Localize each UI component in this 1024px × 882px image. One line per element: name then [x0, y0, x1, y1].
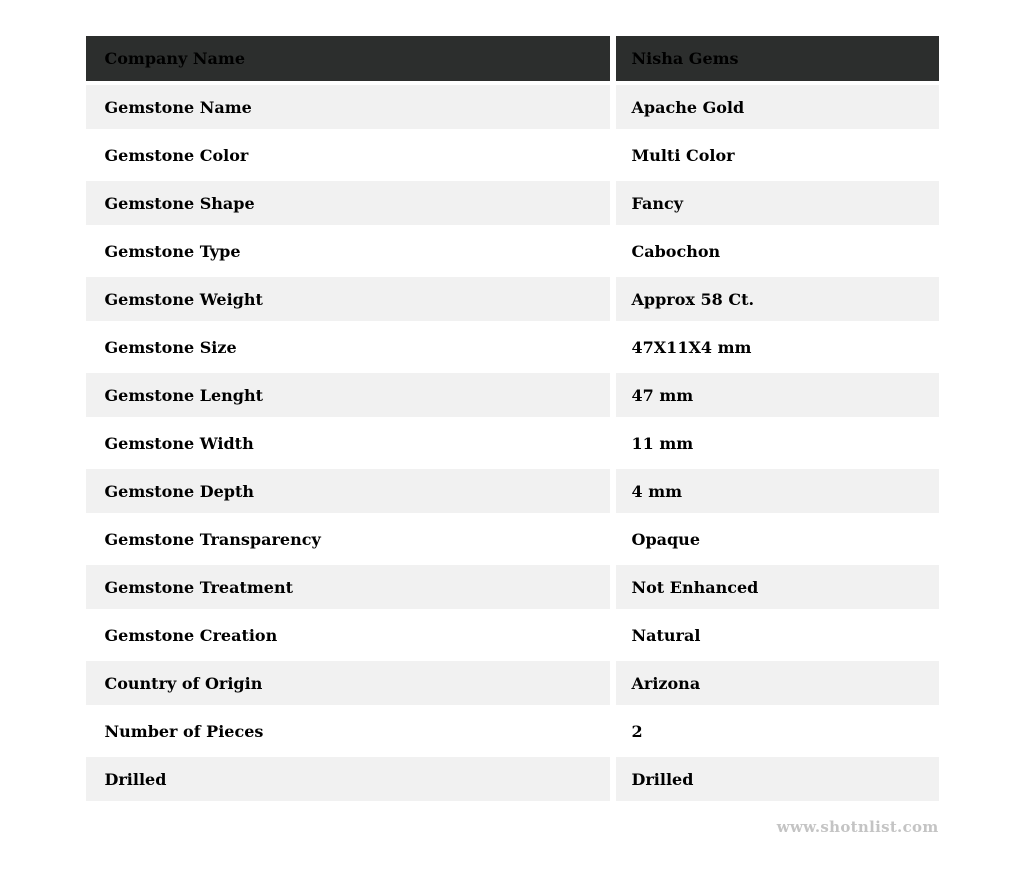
row-value-cell — [616, 277, 939, 321]
row-value: Apache Gold — [631, 97, 745, 117]
row-value-cell — [616, 565, 939, 609]
row-label: Gemstone Weight — [104, 289, 263, 309]
row-value-cell — [616, 229, 939, 273]
row-value: 4 mm — [631, 481, 683, 501]
row-label: Number of Pieces — [104, 721, 264, 741]
table-row — [86, 277, 939, 321]
row-label-cell — [86, 661, 610, 705]
row-value: Multi Color — [631, 145, 735, 165]
row-value: Opaque — [631, 529, 700, 549]
row-label-cell — [86, 517, 610, 561]
row-label: Gemstone Size — [104, 337, 237, 357]
row-value: 2 — [631, 721, 643, 741]
row-value: Arizona — [631, 673, 701, 693]
row-label-cell — [86, 709, 610, 753]
page-container — [86, 36, 939, 836]
watermark-text: www.shotnlist.com — [776, 818, 939, 836]
table-row — [86, 613, 939, 657]
table-row — [86, 709, 939, 753]
row-value: Drilled — [631, 769, 694, 789]
row-label: Gemstone Name — [104, 97, 252, 117]
header-company-value-cell — [616, 36, 939, 81]
row-label-cell — [86, 85, 610, 129]
table-row — [86, 421, 939, 465]
header-company-cell — [86, 36, 610, 81]
table-header-row — [86, 36, 939, 81]
row-label: Gemstone Depth — [104, 481, 254, 501]
row-value-cell — [616, 469, 939, 513]
table-row — [86, 229, 939, 273]
row-value-cell — [616, 757, 939, 801]
row-value-cell — [616, 709, 939, 753]
row-value-cell — [616, 133, 939, 177]
row-value: Not Enhanced — [631, 577, 759, 597]
table-row — [86, 517, 939, 561]
row-value: Approx 58 Ct. — [631, 289, 755, 309]
row-label: Gemstone Width — [104, 433, 254, 453]
row-value-cell — [616, 661, 939, 705]
row-label-cell — [86, 757, 610, 801]
row-label: Gemstone Creation — [104, 625, 278, 645]
row-label-cell — [86, 229, 610, 273]
row-label: Country of Origin — [104, 673, 263, 693]
row-label: Gemstone Shape — [104, 193, 255, 213]
row-value: Natural — [631, 625, 701, 645]
table-row — [86, 325, 939, 369]
row-value-cell — [616, 517, 939, 561]
table-row — [86, 661, 939, 705]
header-company-label: Company Name — [104, 49, 245, 68]
row-label-cell — [86, 373, 610, 417]
row-label-cell — [86, 325, 610, 369]
row-label: Gemstone Transparency — [104, 529, 321, 549]
row-label: Gemstone Lenght — [104, 385, 263, 405]
table-row — [86, 469, 939, 513]
row-label-cell — [86, 133, 610, 177]
row-value-cell — [616, 181, 939, 225]
row-label-cell — [86, 613, 610, 657]
gemstone-spec-table — [86, 36, 939, 801]
row-value: 47 mm — [631, 385, 694, 405]
row-label-cell — [86, 565, 610, 609]
table-row — [86, 85, 939, 129]
row-value-cell — [616, 373, 939, 417]
table-row — [86, 373, 939, 417]
table-row — [86, 565, 939, 609]
row-value-cell — [616, 85, 939, 129]
row-value-cell — [616, 421, 939, 465]
table-row — [86, 181, 939, 225]
row-label-cell — [86, 277, 610, 321]
row-label: Drilled — [104, 769, 167, 789]
row-label-cell — [86, 181, 610, 225]
row-value-cell — [616, 325, 939, 369]
row-value: 47X11X4 mm — [631, 337, 752, 357]
row-value: 11 mm — [631, 433, 694, 453]
row-label: Gemstone Treatment — [104, 577, 293, 597]
table-row — [86, 757, 939, 801]
row-value: Fancy — [631, 193, 684, 213]
table-row — [86, 133, 939, 177]
row-label: Gemstone Type — [104, 241, 241, 261]
row-value: Cabochon — [631, 241, 721, 261]
row-label-cell — [86, 421, 610, 465]
header-company-value: Nisha Gems — [631, 49, 739, 68]
row-label-cell — [86, 469, 610, 513]
row-label: Gemstone Color — [104, 145, 249, 165]
row-value-cell — [616, 613, 939, 657]
